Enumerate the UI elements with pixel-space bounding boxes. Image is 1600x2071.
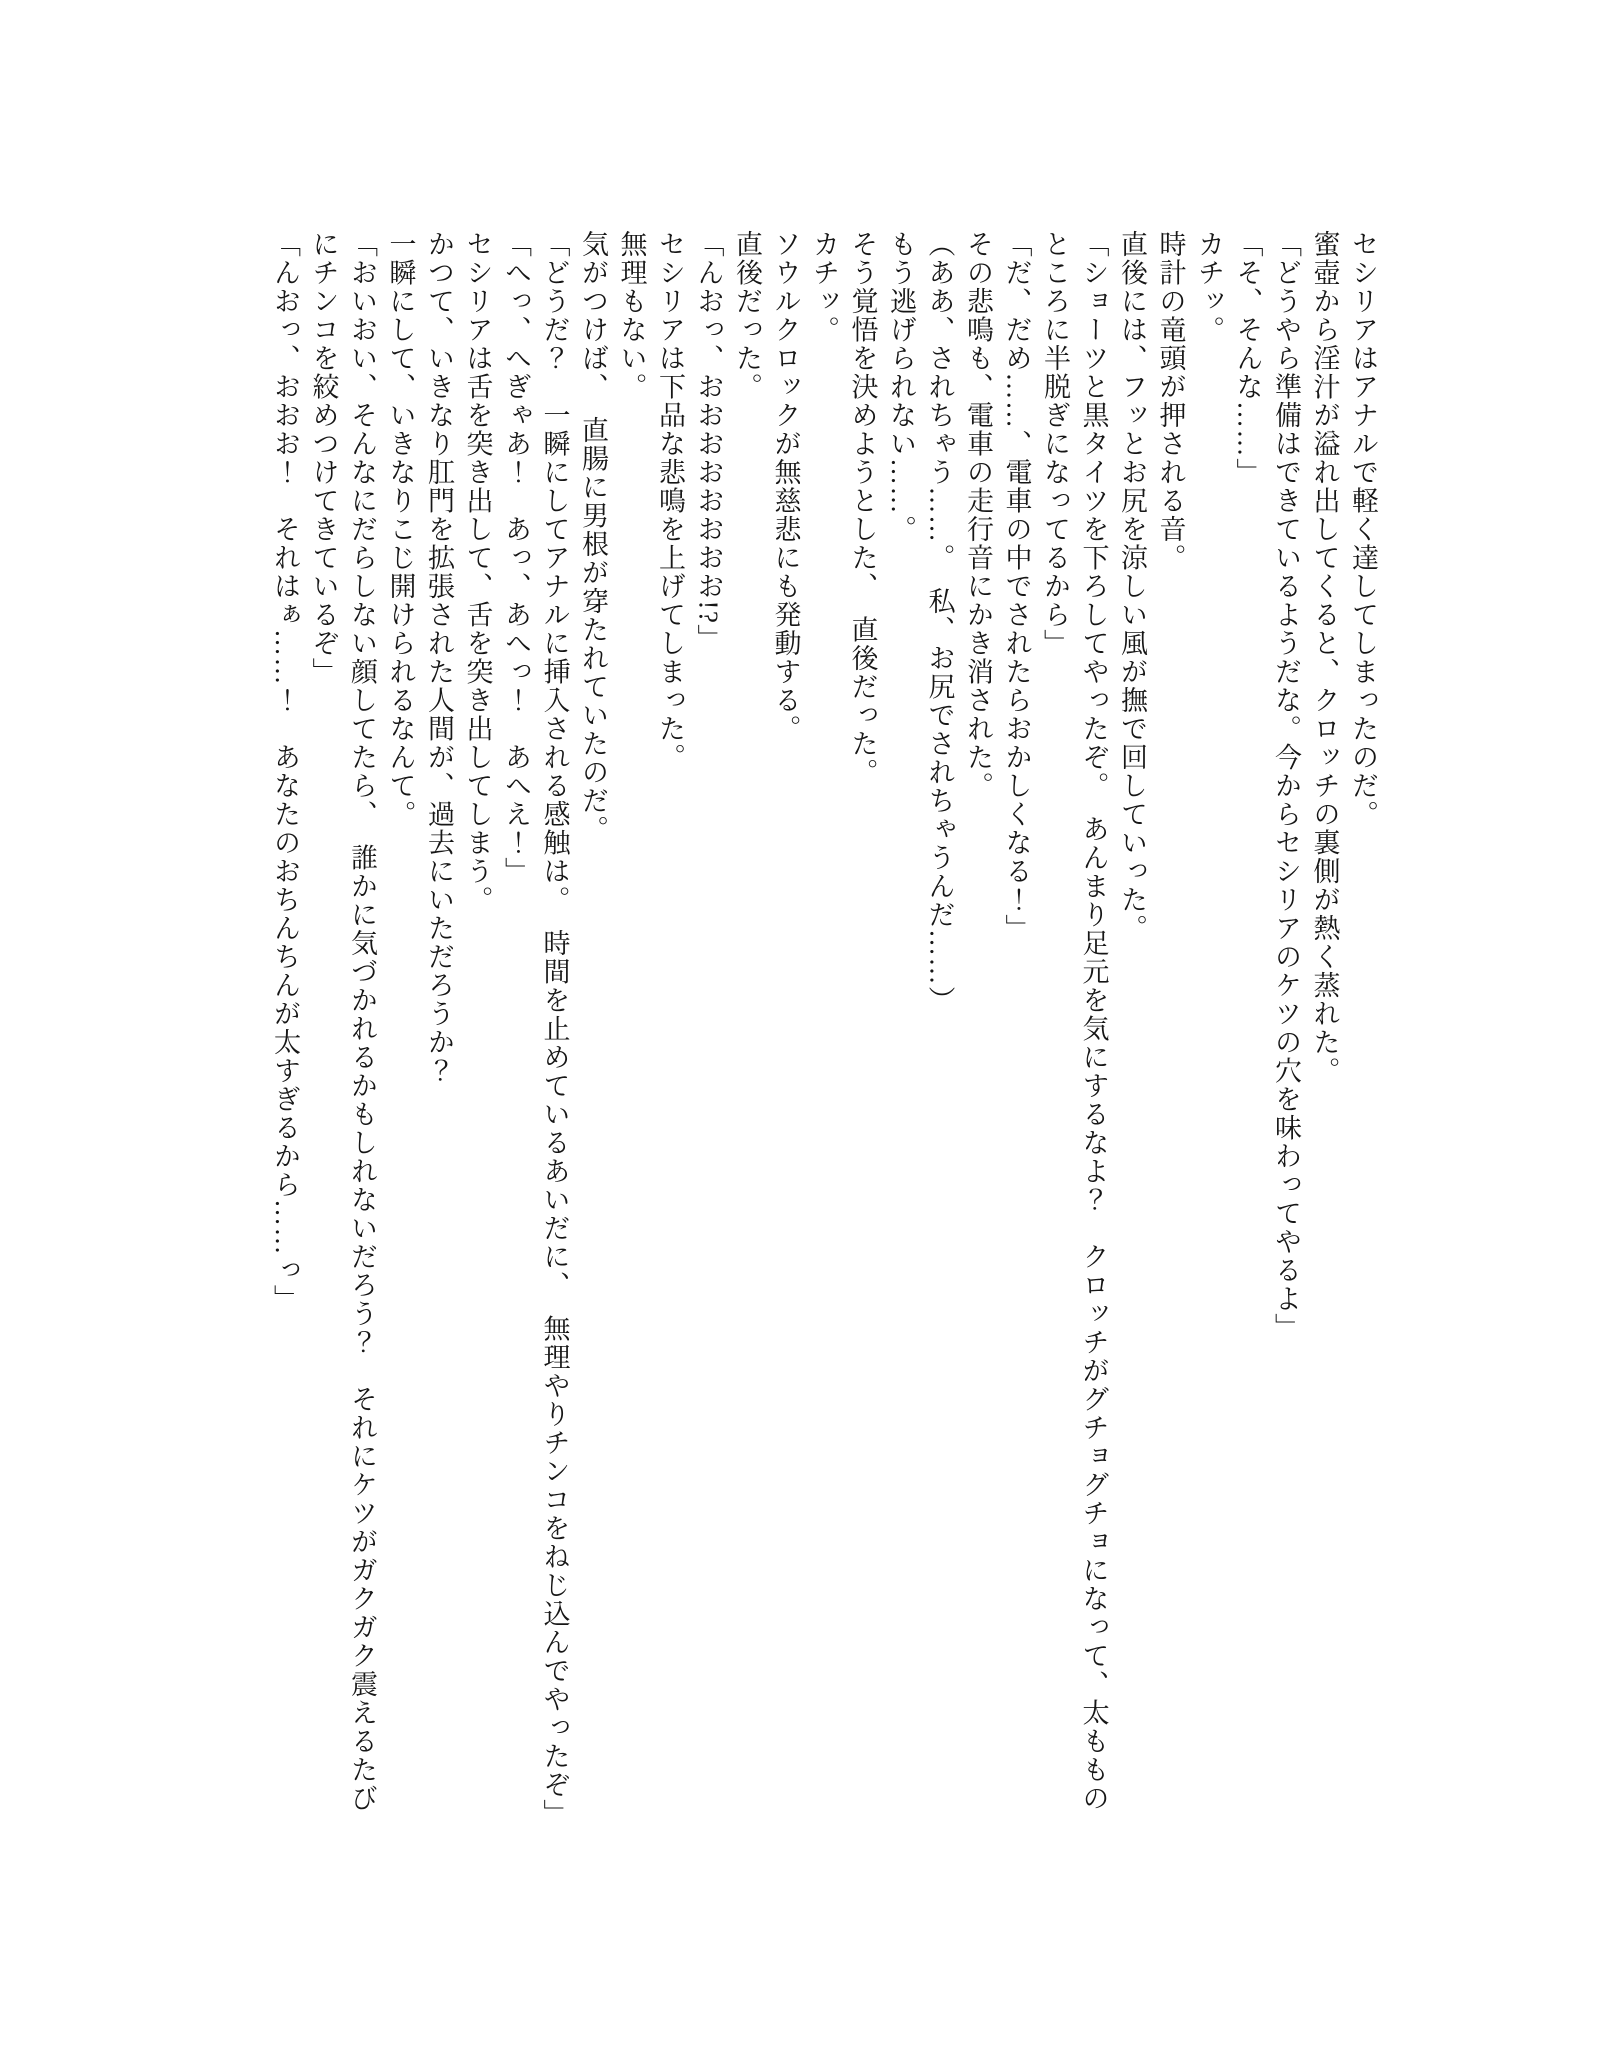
- text-column: 「おいおい、そんなにだらしない顔してたら、 誰かに気づかれるかもしれないだろう？ それにケツがガクガク震えるたび: [347, 230, 377, 1813]
- text-column: にチンコを絞めつけてきているぞ」: [308, 230, 339, 686]
- text-column: 直後には、フッとお尻を涼しい風が撫で回していった。: [1117, 230, 1147, 943]
- text-column: 「どうだ？ 一瞬にしてアナルに挿入される感触は。 時間を止めているあいだに、 無理やりチンコをねじ込んでやったぞ」: [539, 230, 570, 1828]
- text-column: ところに半脱ぎになってるから」: [1040, 230, 1070, 658]
- text-column: かつて、いきなり肛門を拡張された人間が、過去にいただろうか？: [424, 230, 454, 1085]
- text-column: 時計の竜頭が押される音。: [1155, 230, 1186, 572]
- text-column: 「どうやら準備はできているようだな。今からセシリアのケツの穴を味わってやるよ」: [1271, 230, 1301, 1342]
- text-column: セシリアは下品な悲鳴を上げてしまった。: [655, 230, 685, 772]
- text-column: そう覚悟を決めようとした、 直後だった。: [847, 230, 878, 787]
- text-column: 無理もない。: [616, 230, 647, 401]
- text-column: セシリアは舌を突き出して、舌を突き出してしまう。: [462, 230, 493, 914]
- text-column: （ああ、されちゃう……。 私、お尻でされちゃうんだ……）: [924, 230, 955, 1015]
- text-column: 直後だった。: [732, 230, 762, 401]
- text-column: 「だ、だめ……、電車の中でされたらおかしくなる！」: [1001, 230, 1032, 943]
- text-column: 蜜壺から淫汁が溢れ出してくると、クロッチの裏側が熱く蒸れた。: [1309, 230, 1340, 1085]
- text-column: その悲鳴も、電車の走行音にかき消された。: [963, 230, 993, 800]
- vertical-text-block: [266, 230, 1383, 1835]
- text-column: 「ショーツと黒タイツを下ろしてやったぞ。 あんまり足元を気にするなよ？ クロッチがグチョグチョになって、太ももの: [1078, 230, 1109, 1813]
- text-column: 気がつけば、 直腸に男根が穿たれていたのだ。: [578, 230, 608, 844]
- text-column: もう逃げられない……。: [886, 230, 916, 544]
- text-column: カチッ。: [1194, 230, 1224, 344]
- text-column: 一瞬にして、いきなりこじ開けられるなんて。: [385, 230, 416, 829]
- text-column: カチッ。: [809, 230, 839, 344]
- text-column: 「へっ、へぎゃあ！ あっ、あへっ！ あへえ！」: [501, 230, 531, 886]
- text-column: 「そ、そんな……」: [1232, 230, 1263, 487]
- text-column: 「んおっ、おおおおおおおお!?」: [693, 230, 724, 653]
- text-column: セシリアはアナルで軽く達してしまったのだ。: [1348, 230, 1378, 829]
- text-column: ソウルクロックが無慈悲にも発動する。: [770, 230, 801, 743]
- text-column: 「んおっ、おおお！ それはぁ……！ あなたのおちんちんが太すぎるから……っ」: [270, 230, 300, 1313]
